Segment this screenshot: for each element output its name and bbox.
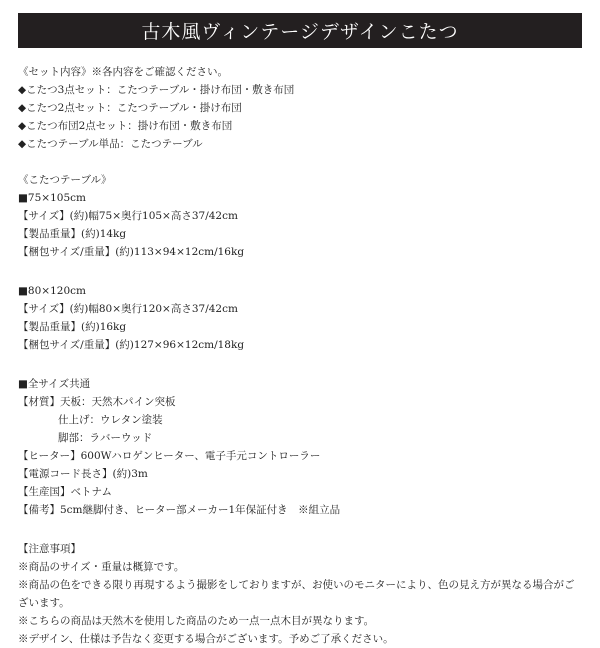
spec-cord-length: 【電源コード長さ】(約)3m — [18, 468, 148, 480]
set-contents-heading: 《セット内容》※各内容をご確認ください。 — [18, 66, 228, 78]
spec-size-name: ■80×120cm — [18, 285, 86, 297]
notice-item: ※商品の色をできる限り再現するよう撮影をしておりますが、お使いのモニターにより、色の見え方が異なる場合がございます。 — [18, 579, 575, 609]
notice-item: ※こちらの商品は天然木を使用した商品のため一点一点木目が異なります。 — [18, 615, 375, 627]
page-title-banner — [18, 13, 582, 48]
spec-material: 【材質】天板：天然木パイン突板 — [18, 396, 176, 408]
page-title: 古木風ヴィンテージデザインこたつ — [141, 21, 459, 43]
spec-dimensions: 【サイズ】(約)幅80×奥行120×高さ37/42cm — [18, 303, 238, 315]
spec-notes: 【備考】5cm継脚付き、ヒーター部メーカー1年保証付き ※組立品 — [18, 504, 341, 516]
spec-block-common — [18, 375, 584, 519]
set-item: ◆こたつ布団2点セット：掛け布団・敷き布団 — [18, 120, 233, 132]
table-specs-heading: 《こたつテーブル》 — [18, 174, 112, 186]
notice-section — [18, 540, 584, 648]
spec-dimensions: 【サイズ】(約)幅75×奥行105×高さ37/42cm — [18, 210, 238, 222]
spec-common-name: ■全サイズ共通 — [18, 378, 91, 390]
spec-size-name: ■75×105cm — [18, 192, 86, 204]
set-item: ◆こたつテーブル単品：こたつテーブル — [18, 138, 203, 150]
set-item: ◆こたつ2点セット：こたつテーブル・掛け布団 — [18, 102, 242, 114]
spec-heater: 【ヒーター】600Wハロゲンヒーター、電子手元コントローラー — [18, 450, 321, 462]
notice-item: ※商品のサイズ・重量は概算です。 — [18, 561, 185, 573]
spec-weight: 【製品重量】(約)14kg — [18, 228, 127, 240]
spec-origin: 【生産国】ベトナム — [18, 486, 112, 498]
spec-package: 【梱包サイズ/重量】(約)127×96×12cm/18kg — [18, 339, 245, 351]
spec-weight: 【製品重量】(約)16kg — [18, 321, 127, 333]
set-contents-section — [18, 63, 584, 153]
spec-block-80x120 — [18, 282, 584, 354]
table-specs-section — [18, 171, 584, 519]
spec-package: 【梱包サイズ/重量】(約)113×94×12cm/16kg — [18, 246, 245, 258]
notice-heading: 【注意事項】 — [18, 543, 81, 555]
notice-item: ※デザイン、仕様は予告なく変更する場合がございます。予めご了承ください。 — [18, 633, 394, 645]
set-item: ◆こたつ3点セット：こたつテーブル・掛け布団・敷き布団 — [18, 84, 295, 96]
spec-legs: 脚部：ラバーウッド — [58, 432, 153, 444]
product-description — [18, 63, 584, 648]
spec-finish: 仕上げ：ウレタン塗装 — [58, 414, 163, 426]
spec-block-75x105 — [18, 189, 584, 261]
